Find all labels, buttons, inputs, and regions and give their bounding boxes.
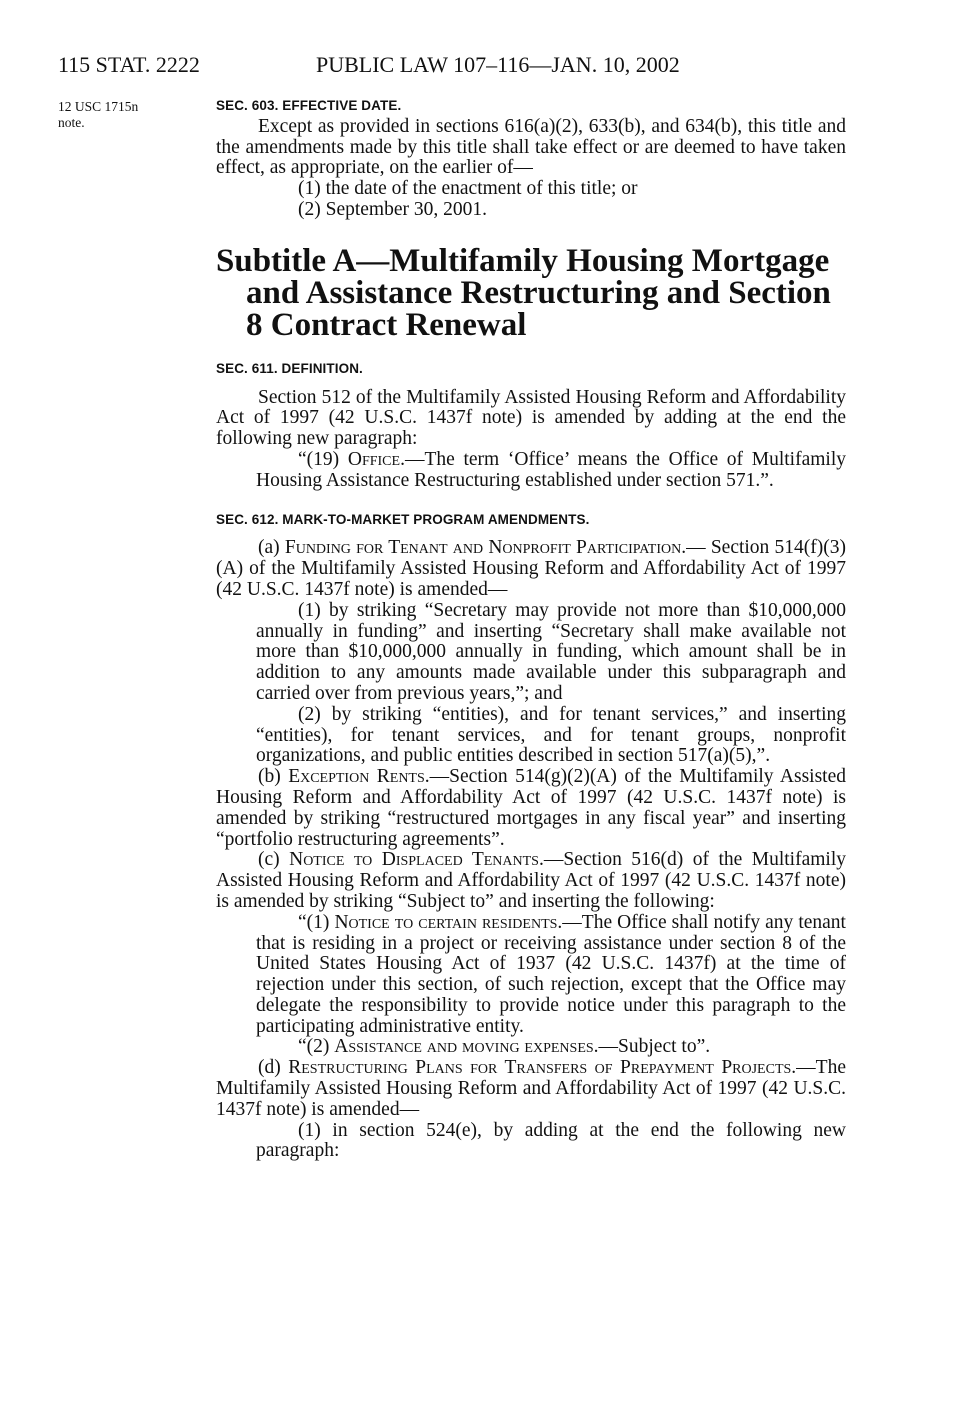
paragraph-heading: Notice to certain residents (334, 911, 558, 933)
main-text-column (216, 96, 846, 1162)
subsection-text: .—Section 516(d) of the Multifamily Assisted Housing Reform and Affordability Act of 1997 (42 U.S.C. 1437f note) is amended by striking “Subject to” and inserting the following: (216, 849, 846, 912)
subsection-number: (d) (258, 1057, 289, 1079)
list-item: (2) September 30, 2001. (298, 198, 488, 220)
subsection-c (216, 850, 846, 912)
paragraph-heading: Office (347, 448, 401, 470)
paragraph-text: .—The Office shall notify any tenant that is residing in a project or receiving assistance under section 8 of the United States Housing Act of 1937 (42 U.S.C. 1437f) at the time of rejection under this section, of such rejection, except that the Office may delegate the responsibility to provide notice under this paragraph to the participating administrative entity. (256, 911, 846, 1037)
subsection-b (216, 767, 846, 850)
subsection-heading: Restructuring Plans for Transfers of Prepayment Projects (288, 1057, 792, 1079)
margin-citation-line: note. (58, 115, 85, 130)
subsection-heading: Notice to Displaced Tenants (289, 849, 539, 871)
paragraph-text: .—Subject to”. (593, 1036, 711, 1058)
quoted-paragraph (256, 913, 846, 1038)
stat-page-number: 115 STAT. 2222 (58, 52, 200, 77)
section-heading: SEC. 612. MARK-TO-MARKET PROGRAM AMENDMENTS. (216, 511, 590, 527)
public-law-date: PUBLIC LAW 107–116—JAN. 10, 2002 (316, 52, 680, 77)
subsection-heading: Funding for Tenant and Nonprofit Participation (284, 537, 682, 559)
subsection-a (216, 538, 846, 600)
paragraph-number: “(1) (298, 911, 335, 933)
list-item: (2) by striking “entities), and for tenant services,” and inserting “entities), for tenant services, and for tenant groups, nonprofit organizations, and public entities described in section 517(a)(5),”. (256, 703, 846, 767)
subsection-text: .— Section 514(f)(3)(A) of the Multifamily Assisted Housing Reform and Affordability Act of 1997 (42 U.S.C. 1437f note) is amended— (216, 537, 846, 600)
list-item: (1) the date of the enactment of this title; or (298, 178, 638, 200)
section-paragraph: Section 512 of the Multifamily Assisted Housing Reform and Affordability Act of 1997 (42 U.S.C. 1437f note) is amended by adding at the end the following new paragraph: (216, 386, 846, 450)
subsection-number: (a) (258, 537, 285, 559)
section-heading: SEC. 611. DEFINITION. (216, 360, 363, 376)
paragraph-heading: Assistance and moving expenses (334, 1036, 594, 1058)
paragraph-number: “(2) (298, 1036, 335, 1058)
list-item: (1) in section 524(e), by adding at the end the following new paragraph: (256, 1119, 846, 1162)
paragraph-text: .—The term ‘Office’ means the Office of Multifamily Housing Assistance Restructuring established under section 571.”. (256, 448, 846, 491)
subsection-text: .—Section 514(g)(2)(A) of the Multifamily Assisted Housing Reform and Affordability Act of 1997 (42 U.S.C. 1437f note) is amended by striking “restructured mortgages in any fiscal year” and inserting “portfolio restructuring agreements”. (216, 766, 846, 850)
subsection-number: (c) (258, 849, 290, 871)
section-paragraph: Except as provided in sections 616(a)(2), 633(b), and 634(b), this title and the amendments made by this title shall take effect or are deemed to have taken effect, as appropriate, on the earlier of— (216, 115, 846, 179)
quoted-paragraph (256, 450, 846, 492)
subsection-heading: Exception Rents (288, 766, 425, 788)
list-item: (1) by striking “Secretary may provide not more than $10,000,000 annually in funding” and inserting “Secretary shall make available not more than $10,000,000 annually in funding, which amount shall be in addition to any amounts made available under this subparagraph and carried over from previous years,”; and (256, 599, 846, 704)
subsection-text: .—The Multifamily Assisted Housing Reform and Affordability Act of 1997 (42 U.S.C. 1437f note) is amended— (216, 1057, 846, 1120)
margin-citation-line: 12 USC 1715n (58, 99, 139, 114)
subsection-number: (b) (258, 766, 289, 788)
subsection-d (216, 1058, 846, 1120)
subtitle-heading: Subtitle A—Multifamily Housing Mortgage and Assistance Restructuring and Section 8 Contract Renewal (216, 242, 831, 343)
paragraph-number: “(19) (298, 448, 348, 470)
section-heading: SEC. 603. EFFECTIVE DATE. (216, 98, 402, 113)
margin-citation-note (58, 99, 208, 131)
quoted-paragraph (256, 1037, 846, 1058)
